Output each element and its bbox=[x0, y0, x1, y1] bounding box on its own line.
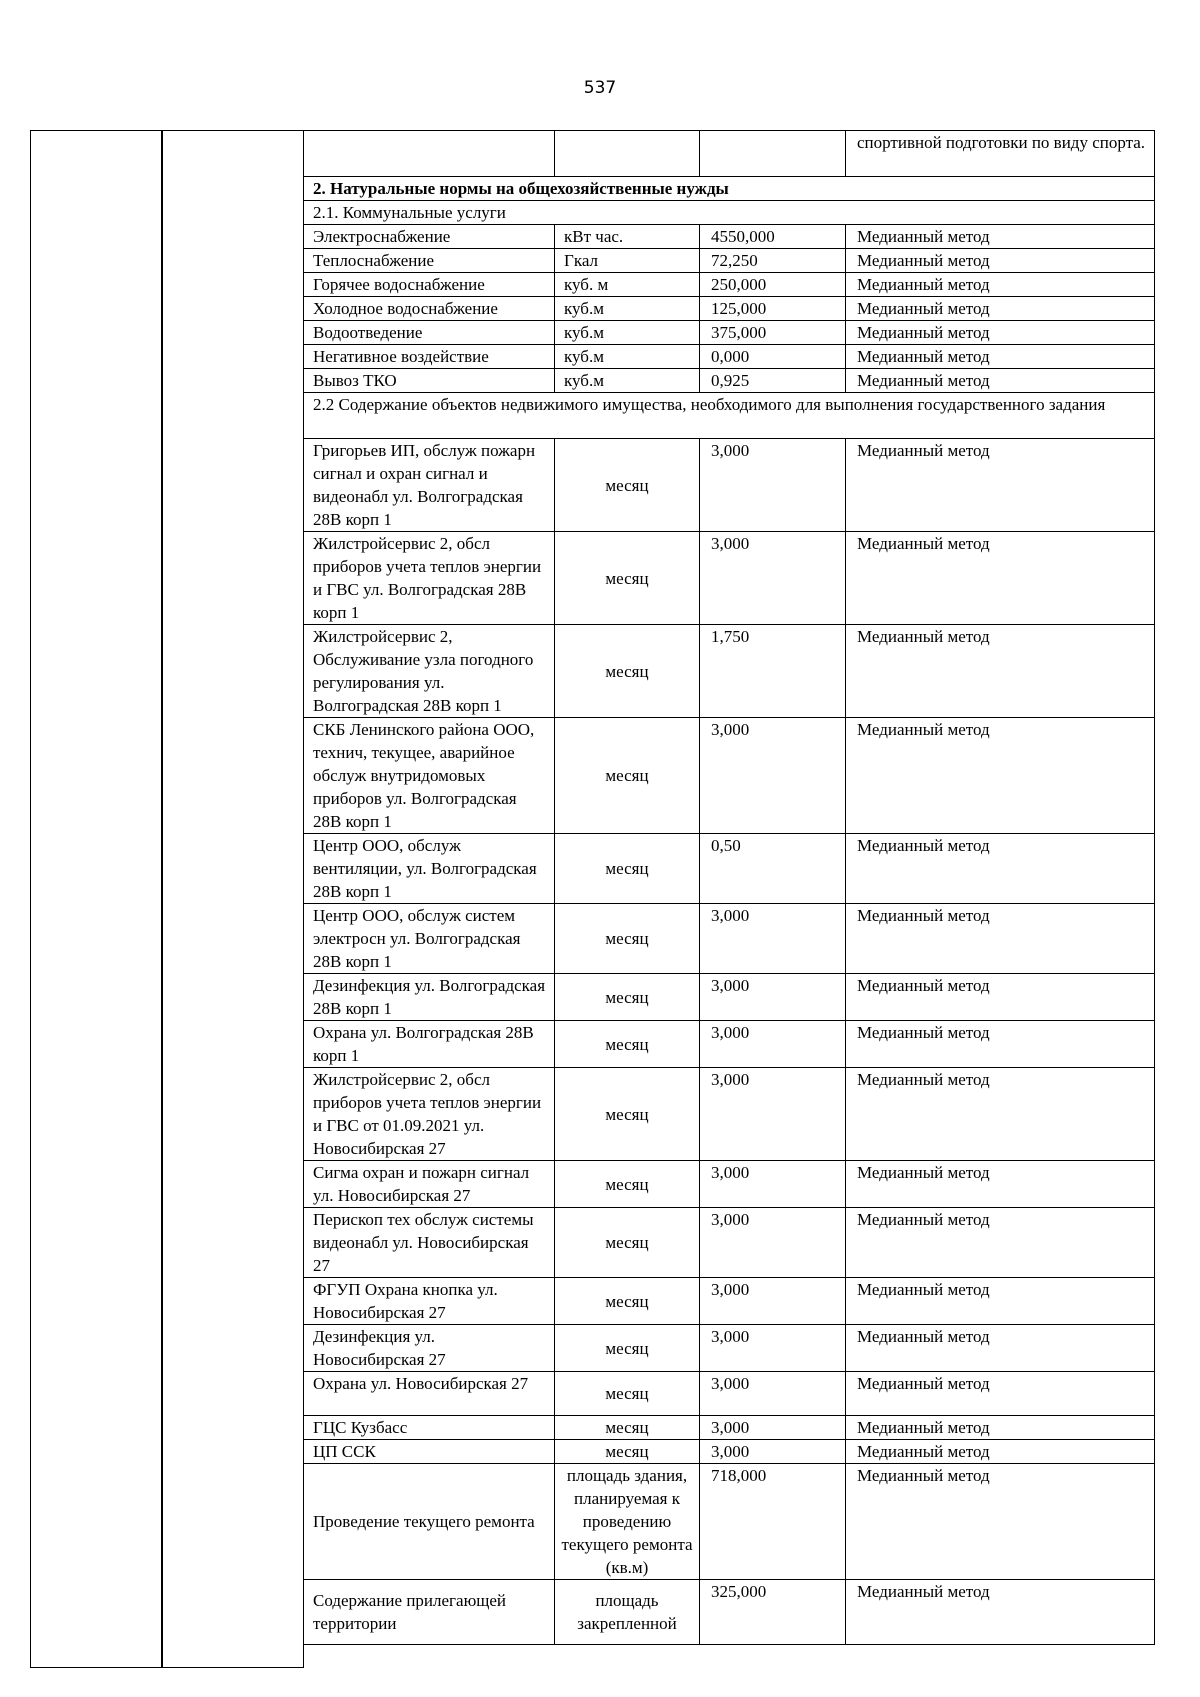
table-row bbox=[304, 625, 1155, 718]
item-value: 72,250 bbox=[700, 249, 846, 273]
item-unit: месяц bbox=[555, 1068, 700, 1161]
item-method: Медианный метод bbox=[846, 1416, 1155, 1440]
item-method: Медианный метод bbox=[846, 532, 1155, 625]
table-row bbox=[304, 1416, 1155, 1440]
table-row bbox=[304, 1325, 1155, 1372]
item-method: Медианный метод bbox=[846, 1325, 1155, 1372]
item-value: 0,925 bbox=[700, 369, 846, 393]
item-method: Медианный метод bbox=[846, 625, 1155, 718]
subsection-header-row bbox=[304, 393, 1155, 439]
item-name: Горячее водоснабжение bbox=[304, 273, 555, 297]
method-cell: спортивной подготовки по виду спорта. bbox=[846, 131, 1155, 177]
item-name: Центр ООО, обслуж систем электросн ул. Волгоградская 28В корп 1 bbox=[304, 904, 555, 974]
item-method: Медианный метод bbox=[846, 1208, 1155, 1278]
section-header-row bbox=[304, 177, 1155, 201]
item-value: 3,000 bbox=[700, 1416, 846, 1440]
table-row bbox=[304, 1161, 1155, 1208]
item-unit: месяц bbox=[555, 1325, 700, 1372]
item-name: Перископ тех обслуж системы видеонабл ул. Новосибирская 27 bbox=[304, 1208, 555, 1278]
item-name: Охрана ул. Новосибирская 27 bbox=[304, 1372, 555, 1416]
item-method: Медианный метод bbox=[846, 1464, 1155, 1580]
table-row bbox=[304, 225, 1155, 249]
left-empty-columns bbox=[30, 130, 304, 1668]
item-unit: месяц bbox=[555, 1208, 700, 1278]
item-name: ФГУП Охрана кнопка ул. Новосибирская 27 bbox=[304, 1278, 555, 1325]
item-value: 3,000 bbox=[700, 1068, 846, 1161]
item-value: 250,000 bbox=[700, 273, 846, 297]
item-method: Медианный метод bbox=[846, 1068, 1155, 1161]
table-row bbox=[304, 1372, 1155, 1416]
item-unit: Гкал bbox=[555, 249, 700, 273]
item-unit: месяц bbox=[555, 532, 700, 625]
table-row bbox=[304, 974, 1155, 1021]
item-method: Медианный метод bbox=[846, 249, 1155, 273]
item-unit: куб.м bbox=[555, 345, 700, 369]
item-method: Медианный метод bbox=[846, 1440, 1155, 1464]
item-unit: месяц bbox=[555, 834, 700, 904]
item-method: Медианный метод bbox=[846, 1580, 1155, 1645]
item-method: Медианный метод bbox=[846, 904, 1155, 974]
item-name: Григорьев ИП, обслуж пожарн сигнал и охран сигнал и видеонабл ул. Волгоградская 28В корп 1 bbox=[304, 439, 555, 532]
item-unit: куб.м bbox=[555, 369, 700, 393]
item-unit: месяц bbox=[555, 625, 700, 718]
item-value: 1,750 bbox=[700, 625, 846, 718]
item-value: 3,000 bbox=[700, 974, 846, 1021]
item-unit: месяц bbox=[555, 1021, 700, 1068]
item-unit: площадь здания, планируемая к проведению текущего ремонта (кв.м) bbox=[555, 1464, 700, 1580]
item-value: 125,000 bbox=[700, 297, 846, 321]
item-value: 3,000 bbox=[700, 439, 846, 532]
table-row bbox=[304, 1068, 1155, 1161]
table-row bbox=[304, 297, 1155, 321]
item-unit: месяц bbox=[555, 1278, 700, 1325]
item-name: Холодное водоснабжение bbox=[304, 297, 555, 321]
item-name: Дезинфекция ул. Новосибирская 27 bbox=[304, 1325, 555, 1372]
table-row bbox=[304, 904, 1155, 974]
item-value: 3,000 bbox=[700, 1440, 846, 1464]
item-unit: месяц bbox=[555, 974, 700, 1021]
item-name: Дезинфекция ул. Волгоградская 28В корп 1 bbox=[304, 974, 555, 1021]
item-name: ГЦС Кузбасс bbox=[304, 1416, 555, 1440]
item-method: Медианный метод bbox=[846, 974, 1155, 1021]
item-method: Медианный метод bbox=[846, 1372, 1155, 1416]
item-unit: месяц bbox=[555, 904, 700, 974]
item-name: Жилстройсервис 2, Обслуживание узла погодного регулирования ул. Волгоградская 28В корп 1 bbox=[304, 625, 555, 718]
item-name: Сигма охран и пожарн сигнал ул. Новосибирская 27 bbox=[304, 1161, 555, 1208]
table-row bbox=[304, 1440, 1155, 1464]
table-row bbox=[304, 345, 1155, 369]
item-name: Водоотведение bbox=[304, 321, 555, 345]
table-row bbox=[304, 321, 1155, 345]
item-method: Медианный метод bbox=[846, 297, 1155, 321]
item-name: Теплоснабжение bbox=[304, 249, 555, 273]
item-value: 3,000 bbox=[700, 1161, 846, 1208]
item-name: СКБ Ленинского района ООО, технич, текущее, аварийное обслуж внутридомовых приборов ул. Волгоградская 28В корп 1 bbox=[304, 718, 555, 834]
item-value: 3,000 bbox=[700, 718, 846, 834]
table-row bbox=[304, 1021, 1155, 1068]
item-name: Электроснабжение bbox=[304, 225, 555, 249]
table-row bbox=[304, 1580, 1155, 1645]
table-row bbox=[304, 1208, 1155, 1278]
item-value: 3,000 bbox=[700, 1278, 846, 1325]
item-value: 3,000 bbox=[700, 1021, 846, 1068]
page-number: 537 bbox=[583, 78, 617, 98]
table-row bbox=[304, 249, 1155, 273]
item-value: 325,000 bbox=[700, 1580, 846, 1645]
norms-table bbox=[303, 130, 1155, 1645]
item-method: Медианный метод bbox=[846, 369, 1155, 393]
item-value: 718,000 bbox=[700, 1464, 846, 1580]
subsection-header-row bbox=[304, 201, 1155, 225]
item-value: 3,000 bbox=[700, 1372, 846, 1416]
item-method: Медианный метод bbox=[846, 1278, 1155, 1325]
item-name: ЦП ССК bbox=[304, 1440, 555, 1464]
item-unit: куб.м bbox=[555, 297, 700, 321]
item-unit: куб. м bbox=[555, 273, 700, 297]
table-row bbox=[304, 273, 1155, 297]
item-value: 4550,000 bbox=[700, 225, 846, 249]
table-row bbox=[304, 369, 1155, 393]
item-method: Медианный метод bbox=[846, 273, 1155, 297]
table-row bbox=[304, 1278, 1155, 1325]
item-unit: месяц bbox=[555, 1161, 700, 1208]
item-method: Медианный метод bbox=[846, 718, 1155, 834]
item-name: Жилстройсервис 2, обсл приборов учета теплов энергии и ГВС от 01.09.2021 ул. Новосибирская 27 bbox=[304, 1068, 555, 1161]
table-row bbox=[304, 131, 1155, 177]
item-name: Проведение текущего ремонта bbox=[304, 1464, 555, 1580]
subsection-title: 2.2 Содержание объектов недвижимого имущества, необходимого для выполнения государственного задания bbox=[304, 393, 1155, 439]
item-unit: кВт час. bbox=[555, 225, 700, 249]
item-value: 375,000 bbox=[700, 321, 846, 345]
table-row bbox=[304, 718, 1155, 834]
item-unit: площадь закрепленной bbox=[555, 1580, 700, 1645]
item-name: Вывоз ТКО bbox=[304, 369, 555, 393]
item-value: 3,000 bbox=[700, 1325, 846, 1372]
item-method: Медианный метод bbox=[846, 1161, 1155, 1208]
item-value: 3,000 bbox=[700, 904, 846, 974]
table-row bbox=[304, 532, 1155, 625]
item-value: 3,000 bbox=[700, 1208, 846, 1278]
item-name: Центр ООО, обслуж вентиляции, ул. Волгоградская 28В корп 1 bbox=[304, 834, 555, 904]
section-title: 2. Натуральные нормы на общехозяйственные нужды bbox=[304, 177, 1155, 201]
column-divider bbox=[161, 131, 163, 1667]
item-method: Медианный метод bbox=[846, 834, 1155, 904]
item-unit: месяц bbox=[555, 439, 700, 532]
item-name: Негативное воздействие bbox=[304, 345, 555, 369]
item-unit: месяц bbox=[555, 1440, 700, 1464]
table-row bbox=[304, 1464, 1155, 1580]
item-unit: месяц bbox=[555, 1372, 700, 1416]
table-row bbox=[304, 834, 1155, 904]
item-method: Медианный метод bbox=[846, 1021, 1155, 1068]
item-name: Охрана ул. Волгоградская 28В корп 1 bbox=[304, 1021, 555, 1068]
subsection-title: 2.1. Коммунальные услуги bbox=[304, 201, 1155, 225]
item-method: Медианный метод bbox=[846, 225, 1155, 249]
item-value: 3,000 bbox=[700, 532, 846, 625]
table-row bbox=[304, 439, 1155, 532]
item-unit: куб.м bbox=[555, 321, 700, 345]
item-value: 0,000 bbox=[700, 345, 846, 369]
item-unit: месяц bbox=[555, 718, 700, 834]
item-method: Медианный метод bbox=[846, 439, 1155, 532]
item-name: Жилстройсервис 2, обсл приборов учета теплов энергии и ГВС ул. Волгоградская 28В корп 1 bbox=[304, 532, 555, 625]
item-name: Содержание прилегающей территории bbox=[304, 1580, 555, 1645]
item-unit: месяц bbox=[555, 1416, 700, 1440]
item-method: Медианный метод bbox=[846, 345, 1155, 369]
item-method: Медианный метод bbox=[846, 321, 1155, 345]
item-value: 0,50 bbox=[700, 834, 846, 904]
